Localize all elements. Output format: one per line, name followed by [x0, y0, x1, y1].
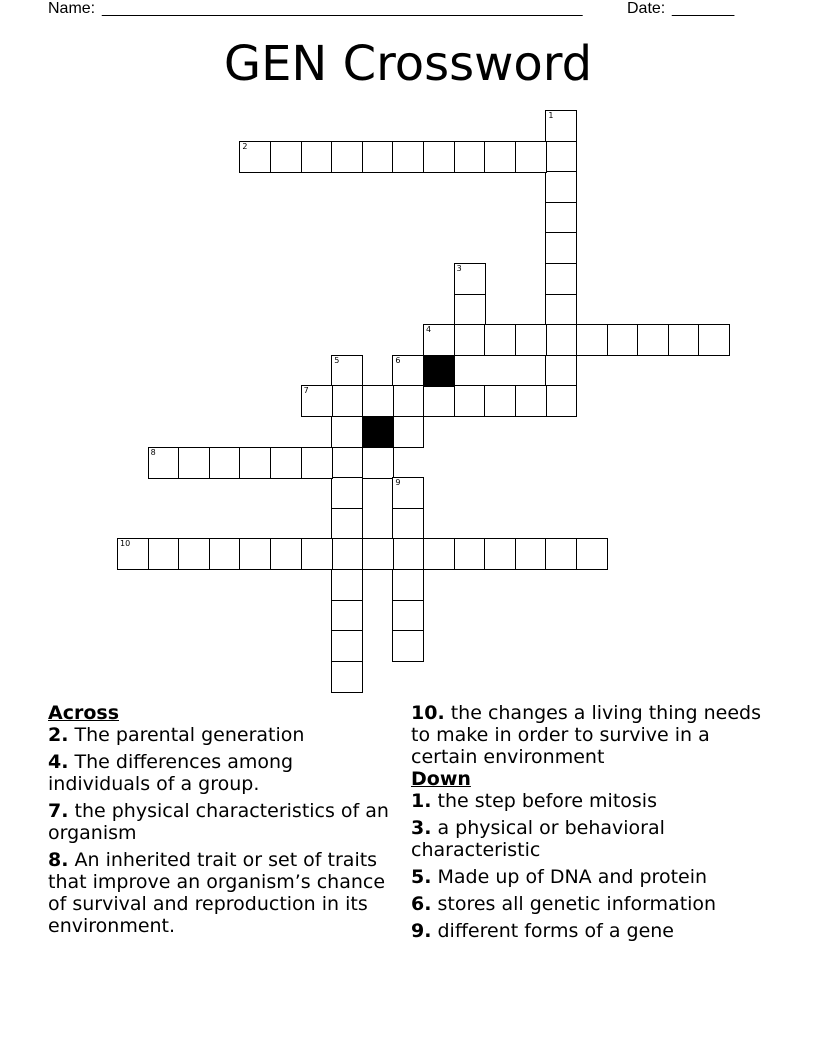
- clue-down-1: [411, 790, 766, 812]
- blocked-cell: [423, 355, 455, 387]
- grid-cell[interactable]: [515, 324, 547, 356]
- grid-cell[interactable]: [545, 538, 577, 570]
- clue-text: An inherited trait or set of traits that improve an organism’s chance of survival and reproduction in its environment.: [48, 849, 386, 937]
- name-line[interactable]: ______________________________________________________: [102, 0, 583, 17]
- grid-cell[interactable]: [515, 141, 547, 173]
- clue-across-8: [48, 849, 393, 937]
- grid-cell[interactable]: [392, 508, 424, 540]
- grid-cell[interactable]: [362, 141, 394, 173]
- clue-number: 6.: [411, 893, 432, 915]
- grid-cell[interactable]: [545, 232, 577, 264]
- grid-cell[interactable]: [545, 385, 577, 417]
- grid-cell[interactable]: [392, 416, 424, 448]
- grid-cell[interactable]: [545, 294, 577, 326]
- grid-cell[interactable]: [545, 263, 577, 295]
- clue-text: the physical characteristics of an organism: [48, 800, 389, 844]
- grid-cell[interactable]: [423, 385, 455, 417]
- clue-text: Made up of DNA and protein: [437, 866, 708, 888]
- clues-left-column: [48, 702, 393, 942]
- grid-cell[interactable]: [392, 141, 424, 173]
- grid-cell[interactable]: [576, 538, 608, 570]
- grid-cell[interactable]: [331, 141, 363, 173]
- grid-cell[interactable]: [331, 355, 363, 387]
- grid-cell[interactable]: [423, 141, 455, 173]
- grid-cell[interactable]: [454, 141, 486, 173]
- grid-cell[interactable]: [484, 324, 516, 356]
- grid-cell[interactable]: [392, 630, 424, 662]
- grid-cell[interactable]: [668, 324, 700, 356]
- grid-cell[interactable]: [239, 447, 271, 479]
- grid-cell[interactable]: [515, 538, 547, 570]
- clue-text: the changes a living thing needs to make in order to survive in a certain environment: [411, 702, 761, 768]
- grid-cell[interactable]: [545, 141, 577, 173]
- grid-cell[interactable]: [331, 385, 363, 417]
- grid-cell[interactable]: [545, 355, 577, 387]
- cell-number: 2: [242, 141, 248, 151]
- grid-cell[interactable]: [270, 141, 302, 173]
- across-heading: Across: [48, 702, 120, 724]
- grid-cell[interactable]: [545, 324, 577, 356]
- grid-cell[interactable]: [392, 569, 424, 601]
- grid-cell[interactable]: [331, 416, 363, 448]
- grid-cell[interactable]: [270, 447, 302, 479]
- grid-cell[interactable]: [209, 447, 241, 479]
- grid-cell[interactable]: [148, 538, 180, 570]
- grid-cell[interactable]: [484, 538, 516, 570]
- date-label: Date:: [627, 0, 666, 17]
- cell-number: 7: [303, 386, 309, 396]
- cell-number: 6: [395, 355, 401, 365]
- clue-across-2: [48, 724, 393, 746]
- clue-across-10: [411, 702, 766, 768]
- grid-cell[interactable]: [331, 538, 363, 570]
- clue-text: The differences among individuals of a group.: [48, 751, 294, 795]
- cell-number: 3: [456, 264, 462, 273]
- grid-cell[interactable]: [392, 600, 424, 632]
- grid-cell[interactable]: [698, 324, 730, 356]
- grid-cell[interactable]: [423, 324, 455, 356]
- grid-cell[interactable]: [178, 447, 210, 479]
- cell-number: 8: [150, 447, 156, 457]
- grid-cell[interactable]: [301, 141, 333, 173]
- grid-cell[interactable]: [270, 538, 302, 570]
- grid-cell[interactable]: [301, 385, 333, 417]
- grid-cell[interactable]: [362, 447, 394, 479]
- grid-cell[interactable]: [239, 141, 271, 173]
- grid-cell[interactable]: [454, 263, 486, 295]
- clue-down-5: [411, 866, 766, 888]
- clues-right-column: [411, 702, 766, 947]
- grid-cell[interactable]: [331, 630, 363, 662]
- grid-cell[interactable]: [392, 538, 424, 570]
- grid-cell[interactable]: [545, 202, 577, 234]
- clue-text: The parental generation: [74, 724, 305, 746]
- grid-cell[interactable]: [392, 477, 424, 509]
- date-line[interactable]: _______: [672, 0, 735, 17]
- grid-cell[interactable]: [331, 569, 363, 601]
- grid-cell[interactable]: [454, 324, 486, 356]
- clue-number: 2.: [48, 724, 69, 746]
- grid-cell[interactable]: [545, 171, 577, 203]
- grid-cell[interactable]: [392, 355, 424, 387]
- blocked-cell: [362, 416, 394, 448]
- grid-cell[interactable]: [148, 447, 180, 479]
- clue-down-3: [411, 817, 766, 861]
- clue-number: 5.: [411, 866, 432, 888]
- grid-cell[interactable]: [545, 110, 577, 142]
- clue-number: 8.: [48, 849, 69, 871]
- grid-cell[interactable]: [331, 447, 363, 479]
- clue-number: 3.: [411, 817, 432, 839]
- grid-cell[interactable]: [515, 385, 547, 417]
- grid-cell[interactable]: [362, 385, 394, 417]
- clue-across-7: [48, 800, 393, 844]
- clue-text: a physical or behavioral characteristic: [411, 817, 665, 861]
- grid-cell[interactable]: [484, 385, 516, 417]
- grid-cell[interactable]: [484, 141, 516, 173]
- clue-number: 7.: [48, 800, 69, 822]
- grid-cell[interactable]: [576, 324, 608, 356]
- cell-number: 4: [426, 325, 432, 335]
- grid-cell[interactable]: [392, 385, 424, 417]
- down-heading: Down: [411, 768, 471, 790]
- clue-text: the step before mitosis: [437, 790, 657, 812]
- clue-down-6: [411, 893, 766, 915]
- clue-text: different forms of a gene: [437, 920, 674, 942]
- grid-cell[interactable]: [454, 538, 486, 570]
- grid-cell[interactable]: [209, 538, 241, 570]
- page-title: GEN Crossword: [223, 36, 593, 92]
- cell-number: 9: [395, 478, 401, 488]
- grid-cell[interactable]: [331, 661, 363, 693]
- grid-cell[interactable]: [454, 385, 486, 417]
- clue-number: 9.: [411, 920, 432, 942]
- grid-cell[interactable]: [362, 538, 394, 570]
- clue-number: 1.: [411, 790, 432, 812]
- grid-cell[interactable]: [454, 294, 486, 326]
- clue-across-4: [48, 751, 393, 795]
- cell-number: 5: [334, 355, 340, 365]
- grid-cell[interactable]: [423, 538, 455, 570]
- grid-cell[interactable]: [301, 538, 333, 570]
- cell-number: 1: [548, 111, 554, 120]
- cell-number: 10: [120, 539, 131, 549]
- grid-cell[interactable]: [239, 538, 271, 570]
- grid-cell[interactable]: [301, 447, 333, 479]
- grid-cell[interactable]: [331, 508, 363, 540]
- grid-cell[interactable]: [117, 538, 149, 570]
- clue-number: 4.: [48, 751, 69, 773]
- grid-cell[interactable]: [331, 477, 363, 509]
- clue-text: stores all genetic information: [437, 893, 717, 915]
- clue-number: 10.: [411, 702, 445, 724]
- grid-cell[interactable]: [331, 600, 363, 632]
- grid-cell[interactable]: [607, 324, 639, 356]
- grid-cell[interactable]: [178, 538, 210, 570]
- grid-cell[interactable]: [637, 324, 669, 356]
- clue-down-9: [411, 920, 766, 942]
- name-label: Name:: [48, 0, 96, 17]
